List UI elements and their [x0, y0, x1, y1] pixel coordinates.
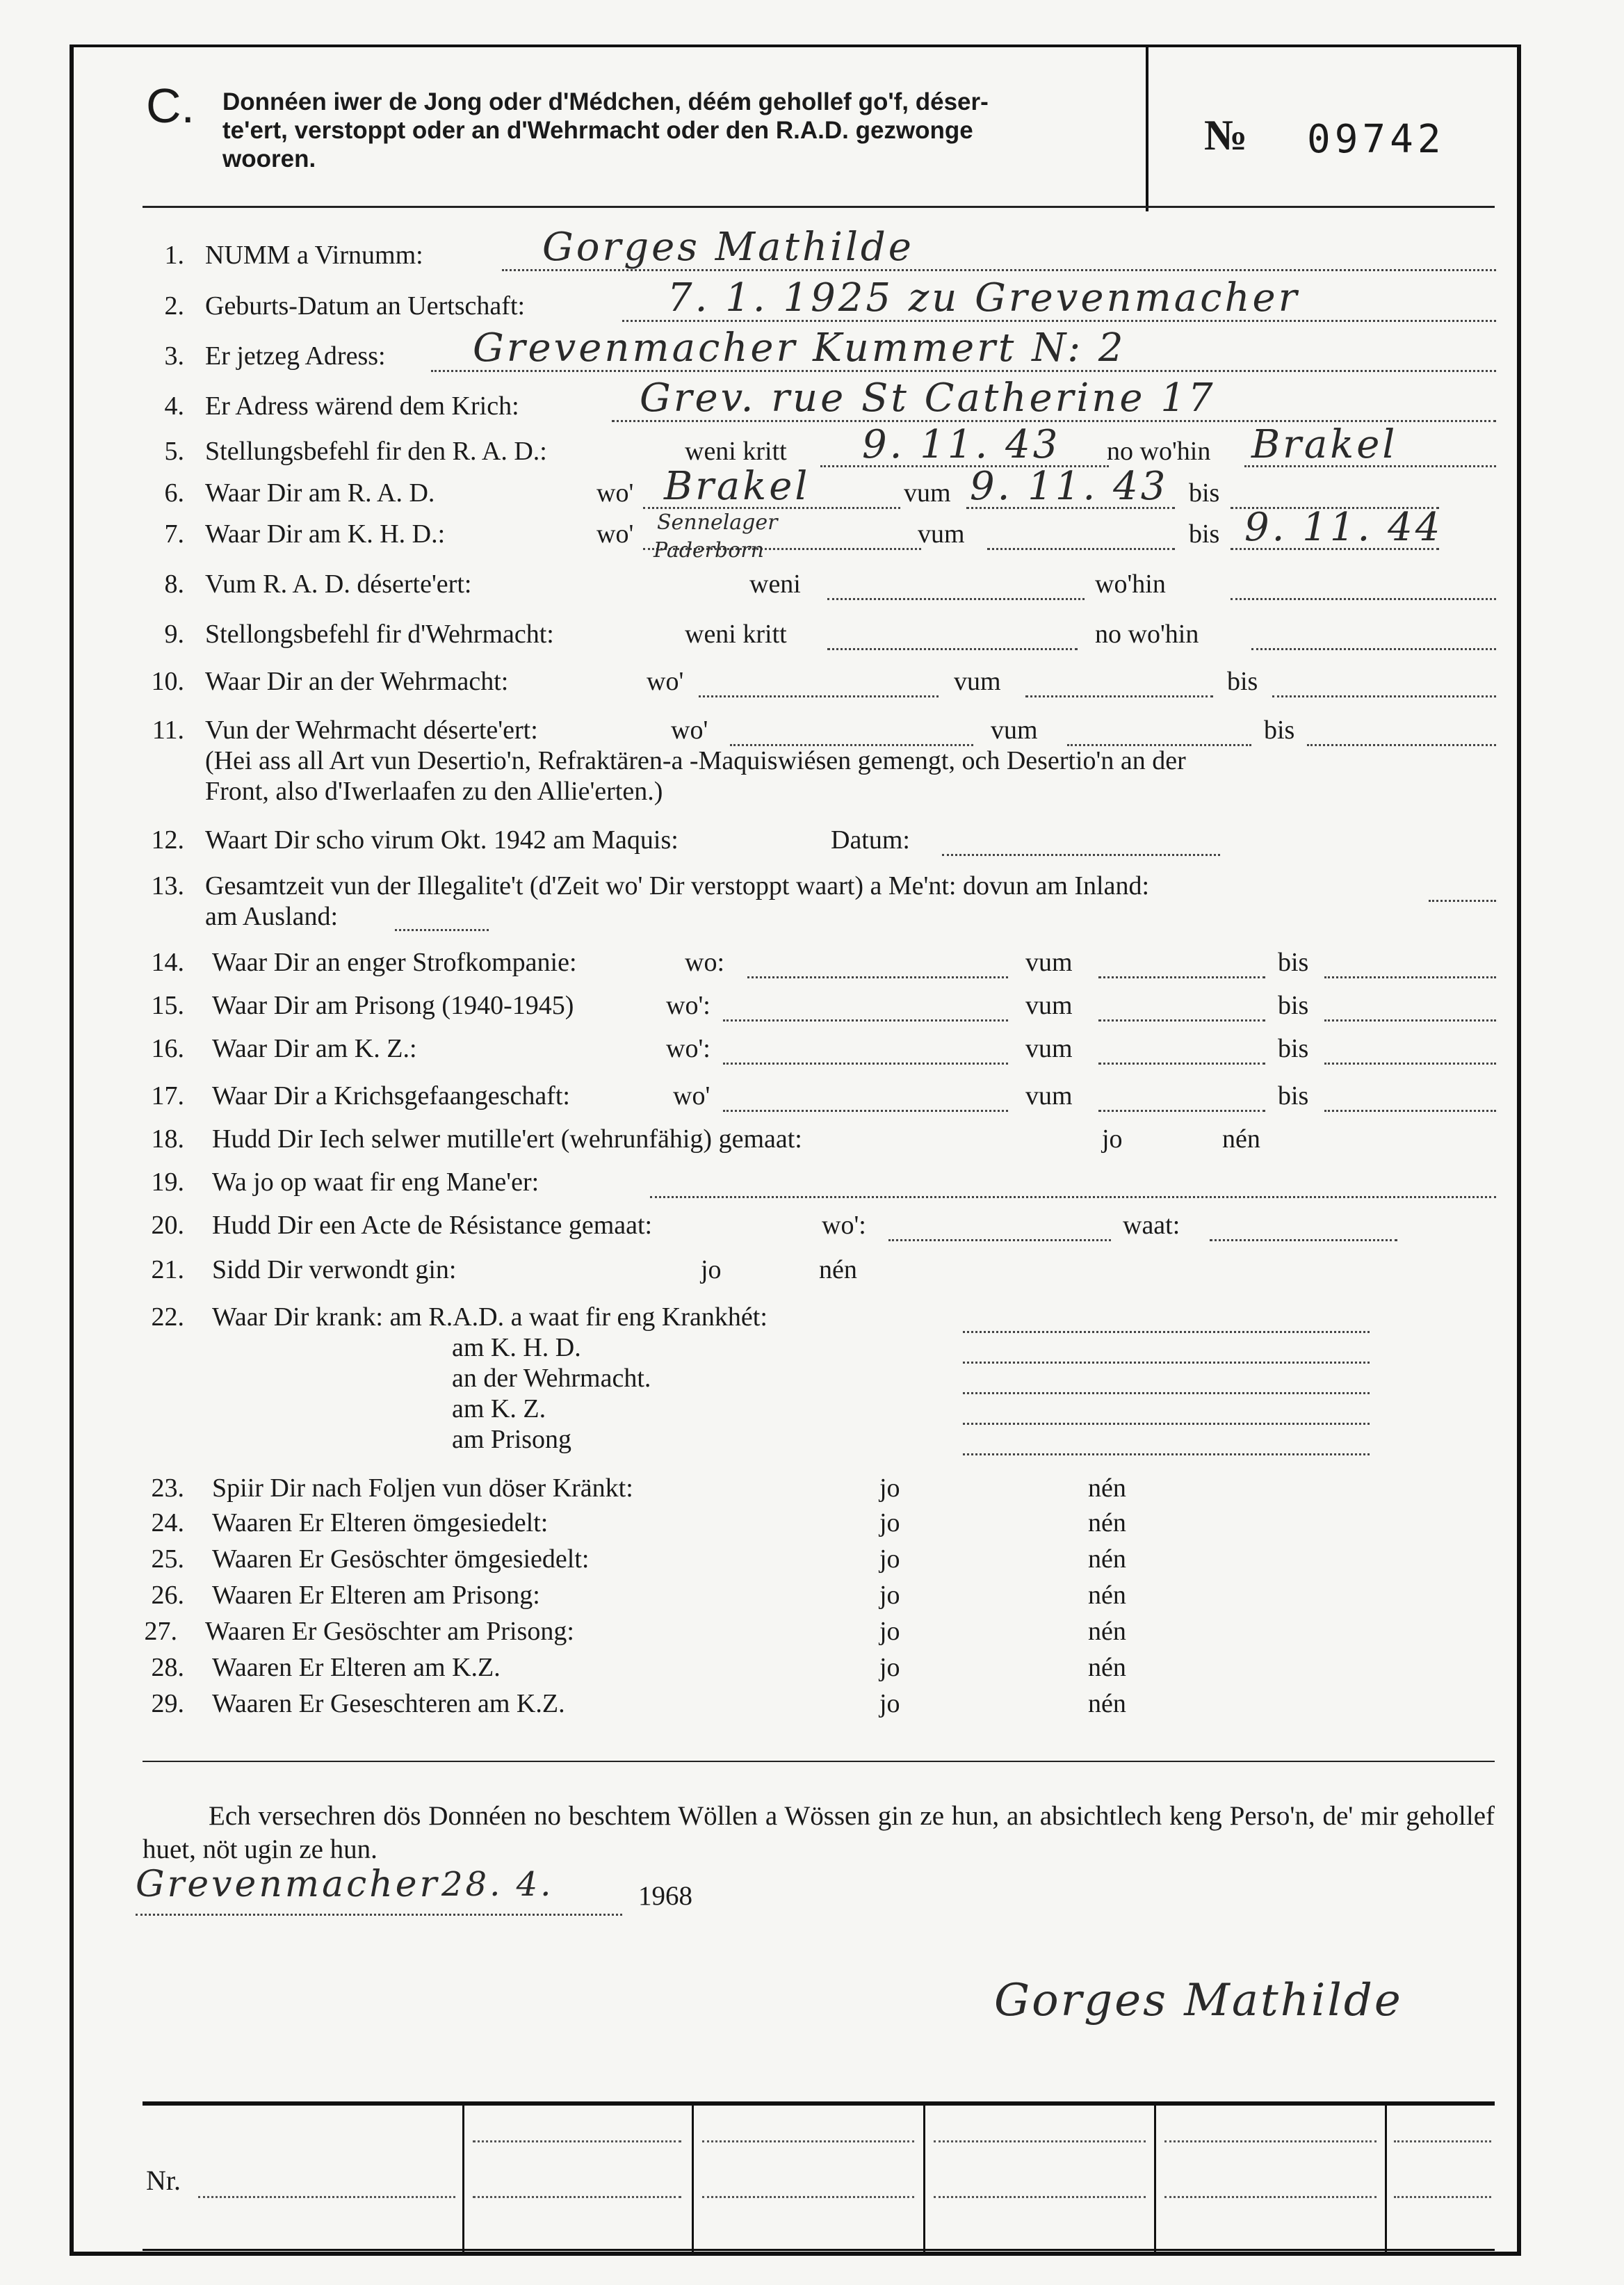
numero-sign: №: [1204, 112, 1248, 159]
question-label: Waar Dir am R. A. D.: [205, 478, 435, 508]
question-number: 15.: [151, 991, 184, 1020]
footer-cell-line[interactable]: [934, 2140, 1146, 2142]
question-label: Hudd Dir Iech selwer mutille'ert (wehrunfähig) gemaat:: [212, 1124, 802, 1154]
question-number: 1.: [164, 241, 184, 270]
footer-cell-line[interactable]: [702, 2140, 914, 2142]
question-label: Waar Dir am K. Z.:: [212, 1034, 417, 1063]
handwritten-answer: Grev. rue St Catherine 17: [640, 376, 1216, 421]
to-line[interactable]: [1272, 695, 1496, 697]
question-number: 28.: [151, 1653, 184, 1682]
jo-option[interactable]: jo: [879, 1544, 900, 1574]
question-label: Waaren Er Elteren ömgesiedelt:: [212, 1508, 549, 1537]
illness-line-kz[interactable]: [963, 1423, 1370, 1425]
question-number: 25.: [151, 1544, 184, 1574]
vum-label: vum: [991, 716, 1038, 745]
bis-label: bis: [1189, 519, 1220, 549]
note-line-2: Front, also d'Iwerlaafen zu den Allie'erten.): [205, 777, 663, 806]
question-label: Vum R. A. D. déserte'ert:: [205, 570, 472, 599]
to-line[interactable]: [1324, 1110, 1496, 1112]
question-number: 7.: [164, 519, 184, 549]
vum-label: vum: [954, 667, 1001, 696]
handwritten-date: 28. 4.: [441, 1865, 554, 1904]
sub-wehrmacht: an der Wehrmacht.: [452, 1364, 651, 1393]
illness-line-wehrmacht[interactable]: [963, 1392, 1370, 1394]
place-line[interactable]: [723, 1019, 1008, 1022]
wo-label: wo': [596, 478, 634, 508]
handwritten-answer: Grevenmacher Kummert N: 2: [473, 325, 1126, 371]
question-label: Waaren Er Elteren am Prisong:: [212, 1581, 540, 1610]
from-line[interactable]: [1098, 1110, 1265, 1112]
footer-cell-line[interactable]: [1164, 2140, 1377, 2142]
jo-option[interactable]: jo: [879, 1473, 900, 1503]
jo-option[interactable]: jo: [879, 1617, 900, 1646]
handwritten-place: Grevenmacher: [136, 1864, 440, 1905]
wo-label: wo': [673, 1081, 710, 1111]
wo-label: wo':: [666, 1034, 710, 1063]
footer-column-divider: [923, 2106, 925, 2252]
weni-kritt-label: weni kritt: [685, 437, 787, 466]
question-label: Waar Dir a Krichsgefaangeschaft:: [212, 1081, 570, 1111]
place-date-line[interactable]: [136, 1914, 622, 1916]
question-number: 21.: [151, 1255, 184, 1284]
question-number: 24.: [151, 1508, 184, 1537]
question-label: Waar Dir krank: am R.A.D. a waat fir eng Krankhét:: [212, 1302, 768, 1332]
question-number: 12.: [151, 825, 184, 855]
vum-label: vum: [1025, 1081, 1073, 1111]
no-wohin-label: no wo'hin: [1107, 437, 1211, 466]
form-title: [222, 88, 1126, 173]
question-label: Stellungsbefehl fir den R. A. D.:: [205, 437, 547, 466]
handwritten-place: Brakel: [664, 464, 811, 509]
vum-label: vum: [904, 478, 951, 508]
nen-option[interactable]: nén: [1222, 1124, 1260, 1154]
from-line[interactable]: [1098, 1019, 1265, 1022]
question-label: NUMM a Virnumm:: [205, 241, 423, 270]
nr-label: Nr.: [146, 2165, 181, 2196]
to-line[interactable]: [1324, 976, 1496, 978]
bis-label: bis: [1278, 948, 1309, 977]
question-number: 26.: [151, 1581, 184, 1610]
bis-label: bis: [1278, 1034, 1309, 1063]
form-title-line-2: te'ert, verstoppt oder an d'Wehrmacht oder den R.A.D. gezwonge: [222, 117, 973, 144]
place-line[interactable]: [1251, 648, 1496, 650]
vum-label: vum: [1025, 948, 1073, 977]
wohin-label: wo'hin: [1095, 570, 1166, 599]
place-line[interactable]: [723, 1110, 1008, 1112]
nen-option[interactable]: nén: [1088, 1544, 1126, 1574]
question-label: Waart Dir scho virum Okt. 1942 am Maquis:: [205, 825, 679, 855]
bis-label: bis: [1278, 991, 1309, 1020]
serial-number: 09742: [1307, 117, 1445, 162]
wo-label: wo': [596, 519, 634, 549]
question-number: 27.: [144, 1617, 177, 1646]
sub-prisong: am Prisong: [452, 1425, 572, 1454]
question-label: Sidd Dir verwondt gin:: [212, 1255, 457, 1284]
question-number: 3.: [164, 341, 184, 371]
nen-option[interactable]: nén: [819, 1255, 857, 1284]
declaration-statement: Ech versechren dös Donnéen no beschtem Wöllen a Wössen gin ze hun, an absichtlech keng Perso'n, de' mir gehollef huet, nöt ugin ze hun.: [143, 1801, 1495, 1864]
from-line[interactable]: [1098, 1063, 1265, 1065]
illness-line-rad[interactable]: [963, 1331, 1370, 1333]
question-label: Waar Dir am K. H. D.:: [205, 519, 446, 549]
handwritten-answer: 7. 1. 1925 zu Grevenmacher: [667, 275, 1300, 321]
question-label: Waar Dir am Prisong (1940-1945): [212, 991, 574, 1020]
question-label: Waaren Er Elteren am K.Z.: [212, 1653, 501, 1682]
jo-option[interactable]: jo: [879, 1689, 900, 1718]
signature: Gorges Mathilde: [994, 1975, 1403, 2026]
handwritten-answer: Gorges Mathilde: [542, 225, 914, 270]
jo-option[interactable]: jo: [879, 1653, 900, 1682]
question-number: 20.: [151, 1211, 184, 1240]
place-line[interactable]: [1231, 598, 1496, 600]
handwritten-to-date: 9. 11. 44: [1244, 505, 1443, 550]
nen-option[interactable]: nén: [1088, 1617, 1126, 1646]
question-number: 14.: [151, 948, 184, 977]
wo-label: wo':: [822, 1211, 866, 1240]
jo-option[interactable]: jo: [879, 1508, 900, 1537]
date-line[interactable]: [827, 648, 1078, 650]
footer-column-divider: [1154, 2106, 1156, 2252]
statement-rule: [143, 1761, 1495, 1762]
from-line[interactable]: [1025, 695, 1213, 697]
question-number: 22.: [151, 1302, 184, 1332]
nen-option[interactable]: nén: [1088, 1689, 1126, 1718]
nen-option[interactable]: nén: [1088, 1508, 1126, 1537]
footer-top-rule: [143, 2101, 1495, 2106]
wo-label: wo': [671, 716, 708, 745]
question-number: 6.: [164, 478, 184, 508]
footer-cell-line[interactable]: [702, 2196, 914, 2198]
question-label: Waar Dir an enger Strofkompanie:: [212, 948, 577, 977]
form-title-line-3: wooren.: [222, 145, 316, 172]
vum-label: vum: [918, 519, 965, 549]
question-label: Vun der Wehrmacht déserte'ert:: [205, 716, 538, 745]
no-wohin-label: no wo'hin: [1095, 620, 1199, 649]
question-number: 23.: [151, 1473, 184, 1503]
vum-label: vum: [1025, 991, 1073, 1020]
handwritten-date: 9. 11. 43: [862, 422, 1061, 467]
illness-line-khd[interactable]: [963, 1362, 1370, 1364]
illness-line-prisong[interactable]: [963, 1453, 1370, 1455]
question-label: Stellongsbefehl fir d'Wehrmacht:: [205, 620, 554, 649]
question-number: 17.: [151, 1081, 184, 1111]
question-number: 11.: [152, 716, 184, 745]
nen-option[interactable]: nén: [1088, 1473, 1126, 1503]
printed-year: 1968: [638, 1881, 692, 1911]
footer-column-divider: [1385, 2106, 1387, 2252]
question-label: Gesamtzeit vun der Illegalite't (d'Zeit wo' Dir verstoppt waart) a Me'nt: dovun am Inland:: [205, 871, 1150, 901]
datum-label: Datum:: [831, 825, 910, 855]
handwritten-from-date: 9. 11. 43: [970, 464, 1169, 509]
answer-line[interactable]: [650, 1196, 1496, 1198]
question-label: Wa jo op waat fir eng Mane'er:: [212, 1168, 539, 1197]
wo-label: wo:: [685, 948, 724, 977]
question-label: Waaren Er Gesöschter ömgesiedelt:: [212, 1544, 590, 1574]
question-label: Geburts-Datum an Uertschaft:: [205, 291, 526, 321]
form-title-line-1: Donnéen iwer de Jong oder d'Médchen, déém gehollef go'f, déser-: [222, 88, 989, 115]
footer-cell-line[interactable]: [473, 2140, 681, 2142]
footer-cell-line[interactable]: [473, 2196, 681, 2198]
place-line[interactable]: [723, 1063, 1008, 1065]
question-number: 13.: [151, 871, 184, 901]
ausland-label: am Ausland:: [205, 902, 339, 931]
handwritten-place: Brakel: [1251, 422, 1398, 467]
bis-label: bis: [1264, 716, 1295, 745]
question-number: 29.: [151, 1689, 184, 1718]
bis-label: bis: [1227, 667, 1258, 696]
question-label: Spiir Dir nach Foljen vun döser Kränkt:: [212, 1473, 633, 1503]
waat-label: waat:: [1123, 1211, 1180, 1240]
question-label: Hudd Dir een Acte de Résistance gemaat:: [212, 1211, 653, 1240]
question-label: Waaren Er Geseschteren am K.Z.: [212, 1689, 565, 1718]
question-label: Waaren Er Gesöschter am Prisong:: [205, 1617, 574, 1646]
note-line-1: (Hei ass all Art vun Desertio'n, Refraktären-a -Maquiswiésen gemengt, och Desertio'n an der: [205, 746, 1186, 775]
place-line[interactable]: [888, 1239, 1111, 1241]
question-number: 2.: [164, 291, 184, 321]
jo-option[interactable]: jo: [701, 1255, 722, 1284]
question-number: 8.: [164, 570, 184, 599]
header-divider: [1146, 45, 1148, 211]
question-number: 10.: [151, 667, 184, 696]
handwritten-place-2: Paderborn: [653, 538, 764, 563]
wo-label: wo': [647, 667, 684, 696]
footer-bottom-rule: [143, 2249, 1495, 2251]
inland-line[interactable]: [1429, 900, 1496, 902]
question-number: 9.: [164, 620, 184, 649]
to-line[interactable]: [1307, 744, 1496, 746]
from-line[interactable]: [987, 548, 1175, 550]
place-line[interactable]: [699, 695, 939, 697]
jo-option[interactable]: jo: [879, 1581, 900, 1610]
question-number: 18.: [151, 1124, 184, 1154]
sub-kz: am K. Z.: [452, 1394, 546, 1423]
question-label: Er jetzeg Adress:: [205, 341, 386, 371]
weni-label: weni: [749, 570, 801, 599]
date-line[interactable]: [827, 598, 1085, 600]
footer-column-divider: [692, 2106, 694, 2252]
nr-line[interactable]: [198, 2196, 455, 2198]
section-letter: C.: [146, 79, 195, 133]
question-number: 16.: [151, 1034, 184, 1063]
question-label: Er Adress wärend dem Krich:: [205, 391, 519, 421]
footer-cell-line[interactable]: [1394, 2140, 1491, 2142]
jo-option[interactable]: jo: [1102, 1124, 1123, 1154]
footer-cell-line[interactable]: [934, 2196, 1146, 2198]
handwritten-place: Sennelager: [657, 510, 778, 535]
bis-label: bis: [1278, 1081, 1309, 1111]
sub-khd: am K. H. D.: [452, 1333, 581, 1362]
nen-option[interactable]: nén: [1088, 1653, 1126, 1682]
footer-column-divider: [462, 2106, 464, 2252]
footer-cell-line[interactable]: [1164, 2196, 1377, 2198]
to-line[interactable]: [1324, 1019, 1496, 1022]
footer-cell-line[interactable]: [1394, 2196, 1491, 2198]
question-number: 4.: [164, 391, 184, 421]
weni-kritt-label: weni kritt: [685, 620, 787, 649]
nen-option[interactable]: nén: [1088, 1581, 1126, 1610]
from-line[interactable]: [1098, 976, 1265, 978]
bis-label: bis: [1189, 478, 1220, 508]
header-rule: [143, 206, 1495, 208]
to-line[interactable]: [1324, 1063, 1496, 1065]
place-line[interactable]: [747, 976, 1008, 978]
question-label: Waar Dir an der Wehrmacht:: [205, 667, 509, 696]
question-number: 19.: [151, 1168, 184, 1197]
ausland-line[interactable]: [395, 929, 489, 931]
what-line[interactable]: [1210, 1239, 1397, 1241]
question-number: 5.: [164, 437, 184, 466]
wo-label: wo':: [666, 991, 710, 1020]
date-line[interactable]: [942, 854, 1220, 856]
vum-label: vum: [1025, 1034, 1073, 1063]
